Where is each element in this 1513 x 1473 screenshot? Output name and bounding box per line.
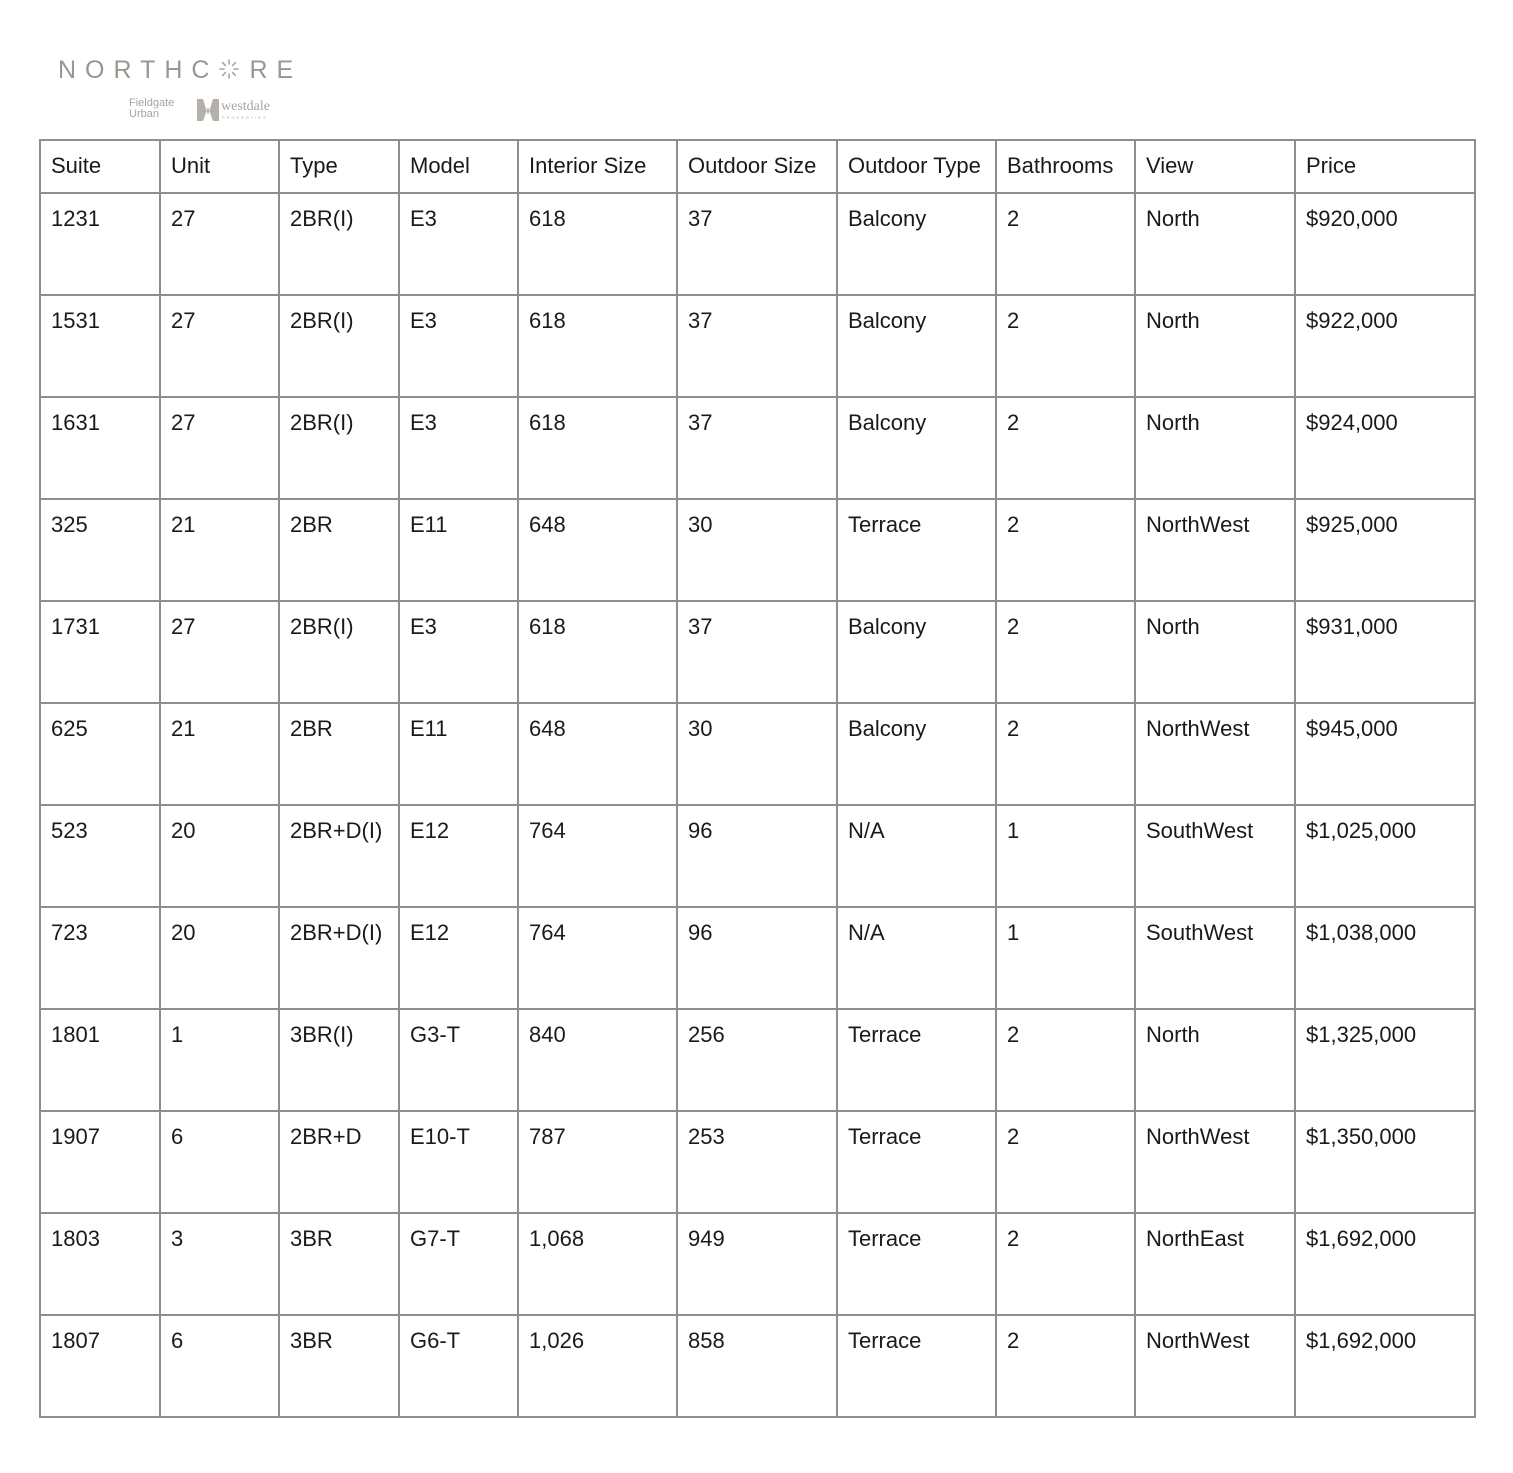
cell-outdoor-size: 30 xyxy=(677,499,837,601)
cell-model: G6-T xyxy=(399,1315,518,1417)
table-body xyxy=(40,193,1475,1417)
cell-outdoor-type: N/A xyxy=(837,907,996,1009)
cell-price: $924,000 xyxy=(1295,397,1475,499)
cell-view: North xyxy=(1135,601,1295,703)
cell-suite: 1631 xyxy=(40,397,160,499)
cell-outdoor-type: Balcony xyxy=(837,193,996,295)
cell-outdoor-size: 30 xyxy=(677,703,837,805)
cell-price: $922,000 xyxy=(1295,295,1475,397)
cell-bathrooms: 2 xyxy=(996,193,1135,295)
cell-interior-size: 618 xyxy=(518,397,677,499)
brand-name-right: RE xyxy=(249,56,303,84)
table-row xyxy=(40,1009,1475,1111)
cell-suite: 1807 xyxy=(40,1315,160,1417)
cell-view: North xyxy=(1135,397,1295,499)
cell-unit: 1 xyxy=(160,1009,279,1111)
cell-suite: 1801 xyxy=(40,1009,160,1111)
cell-interior-size: 840 xyxy=(518,1009,677,1111)
cell-bathrooms: 1 xyxy=(996,907,1135,1009)
cell-type: 3BR xyxy=(279,1213,399,1315)
cell-price: $1,025,000 xyxy=(1295,805,1475,907)
cell-model: G3-T xyxy=(399,1009,518,1111)
cell-suite: 325 xyxy=(40,499,160,601)
cell-type: 2BR(I) xyxy=(279,601,399,703)
cell-outdoor-type: Balcony xyxy=(837,397,996,499)
cell-suite: 625 xyxy=(40,703,160,805)
cell-type: 2BR(I) xyxy=(279,397,399,499)
cell-bathrooms: 2 xyxy=(996,703,1135,805)
unit-pricing-table xyxy=(39,139,1476,1418)
cell-price: $945,000 xyxy=(1295,703,1475,805)
cell-unit: 3 xyxy=(160,1213,279,1315)
cell-model: E3 xyxy=(399,397,518,499)
cell-unit: 21 xyxy=(160,499,279,601)
cell-type: 2BR(I) xyxy=(279,193,399,295)
cell-view: SouthWest xyxy=(1135,907,1295,1009)
cell-outdoor-size: 37 xyxy=(677,601,837,703)
cell-suite: 1907 xyxy=(40,1111,160,1213)
cell-outdoor-type: Balcony xyxy=(837,703,996,805)
cell-outdoor-type: Balcony xyxy=(837,295,996,397)
cell-bathrooms: 2 xyxy=(996,499,1135,601)
column-header-bathrooms: Bathrooms xyxy=(996,140,1135,193)
cell-outdoor-type: Terrace xyxy=(837,1009,996,1111)
column-header-model: Model xyxy=(399,140,518,193)
table-row xyxy=(40,499,1475,601)
cell-view: NorthWest xyxy=(1135,1111,1295,1213)
column-header-unit: Unit xyxy=(160,140,279,193)
table-row xyxy=(40,1213,1475,1315)
cell-unit: 27 xyxy=(160,601,279,703)
cell-outdoor-type: Terrace xyxy=(837,1315,996,1417)
header xyxy=(58,56,303,126)
cell-price: $1,038,000 xyxy=(1295,907,1475,1009)
fieldgate-urban-logo xyxy=(129,98,174,120)
cell-interior-size: 648 xyxy=(518,703,677,805)
westdale-w-icon xyxy=(197,99,219,121)
cell-suite: 723 xyxy=(40,907,160,1009)
column-header-type: Type xyxy=(279,140,399,193)
cell-price: $920,000 xyxy=(1295,193,1475,295)
table-row xyxy=(40,1315,1475,1417)
cell-bathrooms: 2 xyxy=(996,1009,1135,1111)
partner-logos xyxy=(129,98,299,124)
cell-price: $1,350,000 xyxy=(1295,1111,1475,1213)
cell-price: $1,692,000 xyxy=(1295,1213,1475,1315)
table-row xyxy=(40,907,1475,1009)
table-row xyxy=(40,193,1475,295)
cell-suite: 1231 xyxy=(40,193,160,295)
table-header-row xyxy=(40,140,1475,193)
cell-outdoor-size: 37 xyxy=(677,397,837,499)
column-header-outdoor-type: Outdoor Type xyxy=(837,140,996,193)
cell-view: SouthWest xyxy=(1135,805,1295,907)
cell-suite: 1731 xyxy=(40,601,160,703)
cell-interior-size: 1,026 xyxy=(518,1315,677,1417)
cell-model: E12 xyxy=(399,907,518,1009)
table-row xyxy=(40,295,1475,397)
cell-model: E3 xyxy=(399,601,518,703)
brand-name-left: NORTHC xyxy=(58,56,219,84)
cell-outdoor-size: 949 xyxy=(677,1213,837,1315)
cell-interior-size: 1,068 xyxy=(518,1213,677,1315)
table-row xyxy=(40,703,1475,805)
cell-price: $1,692,000 xyxy=(1295,1315,1475,1417)
cell-outdoor-size: 256 xyxy=(677,1009,837,1111)
fieldgate-line1: Fieldgate xyxy=(129,97,175,109)
cell-outdoor-size: 253 xyxy=(677,1111,837,1213)
cell-outdoor-type: Terrace xyxy=(837,499,996,601)
cell-outdoor-size: 37 xyxy=(677,295,837,397)
cell-type: 2BR+D(I) xyxy=(279,805,399,907)
westdale-wordmark: westdale xyxy=(221,99,270,114)
column-header-view: View xyxy=(1135,140,1295,193)
cell-bathrooms: 2 xyxy=(996,295,1135,397)
cell-outdoor-size: 858 xyxy=(677,1315,837,1417)
column-header-outdoor-size: Outdoor Size xyxy=(677,140,837,193)
cell-type: 2BR+D(I) xyxy=(279,907,399,1009)
table-row xyxy=(40,1111,1475,1213)
cell-unit: 20 xyxy=(160,907,279,1009)
cell-view: NorthWest xyxy=(1135,703,1295,805)
cell-bathrooms: 1 xyxy=(996,805,1135,907)
cell-type: 2BR(I) xyxy=(279,295,399,397)
cell-interior-size: 618 xyxy=(518,601,677,703)
cell-interior-size: 618 xyxy=(518,295,677,397)
cell-view: North xyxy=(1135,1009,1295,1111)
cell-bathrooms: 2 xyxy=(996,1213,1135,1315)
cell-unit: 27 xyxy=(160,193,279,295)
cell-type: 3BR(I) xyxy=(279,1009,399,1111)
cell-unit: 20 xyxy=(160,805,279,907)
cell-bathrooms: 2 xyxy=(996,601,1135,703)
cell-outdoor-type: Terrace xyxy=(837,1213,996,1315)
cell-suite: 523 xyxy=(40,805,160,907)
northcore-logo xyxy=(58,56,302,84)
cell-bathrooms: 2 xyxy=(996,397,1135,499)
cell-interior-size: 764 xyxy=(518,805,677,907)
cell-model: G7-T xyxy=(399,1213,518,1315)
cell-model: E11 xyxy=(399,499,518,601)
cell-view: NorthWest xyxy=(1135,499,1295,601)
cell-unit: 6 xyxy=(160,1315,279,1417)
column-header-interior-size: Interior Size xyxy=(518,140,677,193)
cell-view: NorthWest xyxy=(1135,1315,1295,1417)
cell-price: $931,000 xyxy=(1295,601,1475,703)
cell-type: 2BR xyxy=(279,499,399,601)
cell-interior-size: 618 xyxy=(518,193,677,295)
cell-price: $1,325,000 xyxy=(1295,1009,1475,1111)
cell-view: NorthEast xyxy=(1135,1213,1295,1315)
cell-type: 2BR xyxy=(279,703,399,805)
cell-price: $925,000 xyxy=(1295,499,1475,601)
cell-interior-size: 787 xyxy=(518,1111,677,1213)
cell-type: 3BR xyxy=(279,1315,399,1417)
cell-model: E3 xyxy=(399,193,518,295)
cell-bathrooms: 2 xyxy=(996,1111,1135,1213)
cell-outdoor-size: 96 xyxy=(677,805,837,907)
cell-unit: 27 xyxy=(160,397,279,499)
cell-interior-size: 648 xyxy=(518,499,677,601)
cell-view: North xyxy=(1135,193,1295,295)
cell-outdoor-type: Terrace xyxy=(837,1111,996,1213)
fieldgate-line2: Urban xyxy=(129,108,159,120)
westdale-subtext: PROPERTIES xyxy=(222,115,268,120)
cell-model: E11 xyxy=(399,703,518,805)
table-row xyxy=(40,805,1475,907)
cell-model: E10-T xyxy=(399,1111,518,1213)
table-row xyxy=(40,601,1475,703)
cell-model: E3 xyxy=(399,295,518,397)
column-header-suite: Suite xyxy=(40,140,160,193)
cell-outdoor-size: 96 xyxy=(677,907,837,1009)
cell-unit: 21 xyxy=(160,703,279,805)
cell-model: E12 xyxy=(399,805,518,907)
column-header-price: Price xyxy=(1295,140,1475,193)
cell-outdoor-size: 37 xyxy=(677,193,837,295)
cell-unit: 6 xyxy=(160,1111,279,1213)
cell-view: North xyxy=(1135,295,1295,397)
cell-unit: 27 xyxy=(160,295,279,397)
cell-outdoor-type: N/A xyxy=(837,805,996,907)
cell-suite: 1803 xyxy=(40,1213,160,1315)
cell-outdoor-type: Balcony xyxy=(837,601,996,703)
starburst-icon xyxy=(218,58,240,80)
table-row xyxy=(40,397,1475,499)
cell-suite: 1531 xyxy=(40,295,160,397)
cell-bathrooms: 2 xyxy=(996,1315,1135,1417)
cell-interior-size: 764 xyxy=(518,907,677,1009)
cell-type: 2BR+D xyxy=(279,1111,399,1213)
